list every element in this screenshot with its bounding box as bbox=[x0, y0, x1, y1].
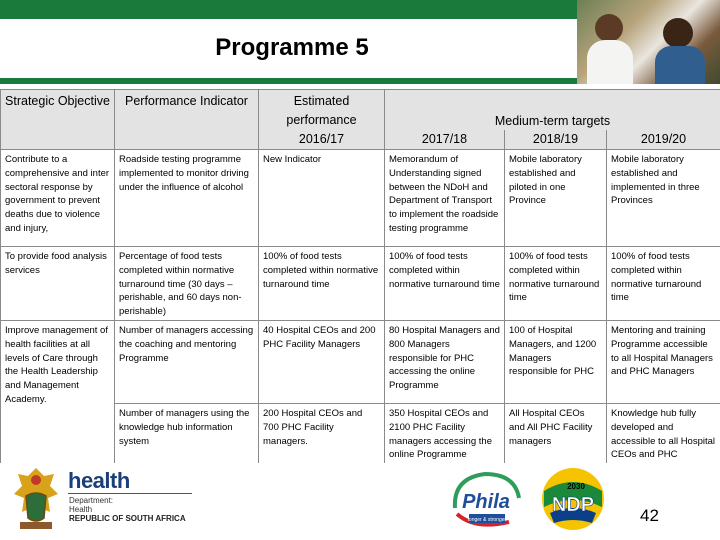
phila-logo-tagline: longer & stronger bbox=[467, 517, 507, 523]
header-year-2018: 2018/19 bbox=[505, 130, 607, 150]
health-logo-dept-name: Health bbox=[69, 505, 93, 514]
cell-indicator: Percentage of food tests completed within normative turnaround time (30 days – perishable, and 60 days non-perishable) bbox=[115, 247, 259, 321]
photo-person-body bbox=[587, 40, 633, 84]
footer bbox=[0, 463, 720, 540]
header-year-2016: 2016/17 bbox=[259, 130, 385, 150]
cell-target-2019: Mentoring and training Programme accessible to all Hospital Managers and PHC Managers bbox=[607, 320, 720, 403]
header-photo bbox=[577, 0, 720, 84]
header-medium-term-targets: Medium-term targets bbox=[385, 90, 720, 131]
ndp-logo-icon bbox=[540, 463, 606, 535]
health-logo-department: Department: bbox=[69, 496, 114, 505]
photo-person-head bbox=[595, 14, 623, 42]
cell-estimated: 40 Hospital CEOs and 200 PHC Facility Managers bbox=[259, 320, 385, 403]
targets-table-container bbox=[0, 89, 720, 463]
cell-target-2019: 100% of food tests completed within normative turnaround time bbox=[607, 247, 720, 321]
cell-target-2017: 100% of food tests completed within normative turnaround time bbox=[385, 247, 505, 321]
slide-title: Programme 5 bbox=[215, 34, 369, 61]
cell-target-2017: Memorandum of Understanding signed between the NDoH and Department of Transport to implement the roadside testing programme bbox=[385, 150, 505, 247]
header-year-2019: 2019/20 bbox=[607, 130, 720, 150]
table-row bbox=[1, 150, 720, 247]
cell-target-2019: Mobile laboratory established and implemented in three Provinces bbox=[607, 150, 720, 247]
page-number: 42 bbox=[640, 506, 659, 525]
cell-target-2018: 100 of Hospital Managers, and 1200 Managers responsible for PHC bbox=[505, 320, 607, 403]
cell-target-2019: Knowledge hub fully developed and accessible to all Hospital CEOs and PHC bbox=[607, 403, 720, 477]
cell-target-2017: 80 Hospital Managers and 800 Managers responsible for PHC accessing the online Programme bbox=[385, 320, 505, 403]
targets-table bbox=[0, 89, 720, 478]
table-row bbox=[1, 320, 720, 403]
header-estimated-performance: Estimated performance bbox=[259, 90, 385, 131]
cell-estimated: 100% of food tests completed within normative turnaround time bbox=[259, 247, 385, 321]
header-year-2017: 2017/18 bbox=[385, 130, 505, 150]
health-logo-word: health bbox=[68, 468, 130, 493]
phila-logo-word: Phila bbox=[462, 491, 510, 513]
cell-indicator: Number of managers using the knowledge hub information system bbox=[115, 403, 259, 477]
photo-child-head bbox=[663, 18, 693, 48]
health-logo-country: REPUBLIC OF SOUTH AFRICA bbox=[69, 514, 186, 523]
cell-objective: To provide food analysis services bbox=[1, 247, 115, 321]
coat-of-arms-icon bbox=[10, 466, 62, 532]
cell-indicator: Roadside testing programme implemented to monitor driving under the influence of alcohol bbox=[115, 150, 259, 247]
ndp-logo-year: 2030 bbox=[567, 482, 585, 491]
health-logo-divider bbox=[68, 493, 192, 494]
cell-estimated: 200 Hospital CEOs and 700 PHC Facility managers. bbox=[259, 403, 385, 477]
cell-estimated: New Indicator bbox=[259, 150, 385, 247]
cell-target-2018: Mobile laboratory established and piloted in one Province bbox=[505, 150, 607, 247]
cell-target-2017: 350 Hospital CEOs and 2100 PHC Facility managers accessing the online Programme bbox=[385, 403, 505, 477]
photo-child-body bbox=[655, 46, 705, 84]
table-row bbox=[1, 247, 720, 321]
cell-objective: Improve management of health facilities at all levels of Care through the Health Leadership and Management Academy. bbox=[1, 320, 115, 477]
phila-logo-icon bbox=[445, 468, 527, 534]
ndp-logo-word: NDP bbox=[551, 494, 595, 516]
cell-target-2018: 100% of food tests completed within normative turnaround time bbox=[505, 247, 607, 321]
cell-target-2018: All Hospital CEOs and All PHC Facility managers bbox=[505, 403, 607, 477]
cell-indicator: Number of managers accessing the coaching and mentoring Programme bbox=[115, 320, 259, 403]
header-performance-indicator: Performance Indicator bbox=[115, 90, 259, 150]
header-strategic-objective: Strategic Objective bbox=[1, 90, 115, 150]
cell-objective: Contribute to a comprehensive and inter sectoral response by government to prevent deaths due to violence and injury, bbox=[1, 150, 115, 247]
